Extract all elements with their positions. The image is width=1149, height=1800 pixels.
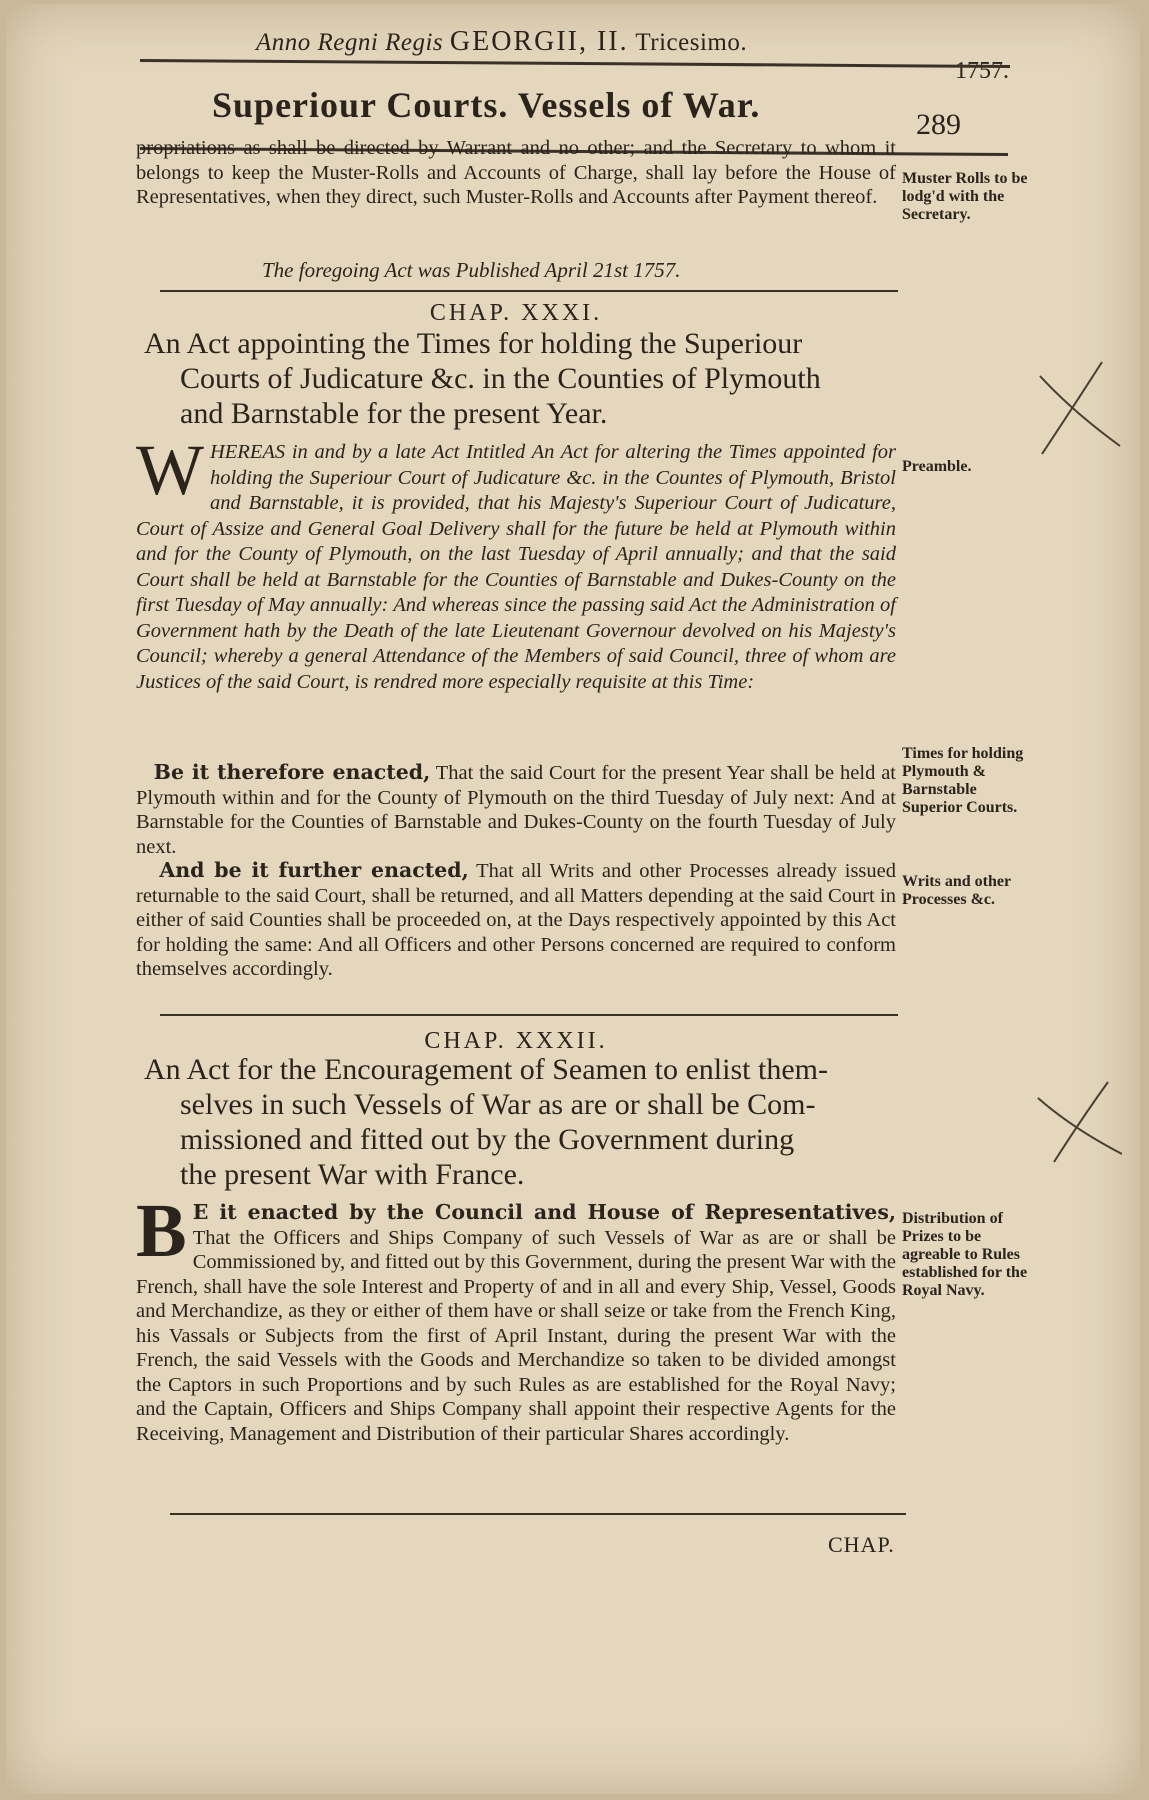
year: 1757. (955, 58, 1009, 84)
divider-rule (170, 1513, 906, 1515)
publication-note: The foregoing Act was Published April 21st 1757. (262, 258, 681, 282)
preamble-text: W HEREAS in and by a late Act Intitled An Act for altering the Times appointed for holding the Superiour Court of Judicature &c. in the Countes of Plymouth, Bristol and Barnstable, it is provided, that his Majesty's Superiour Court of Judicature, Court of Assize and General Goal Delivery shall for the future be held at Plymouth within and for the County of Plymouth, on the last Tuesday of April annually; and that the said Court shall be held at Barnstable for the Counties of Barnstable and Dukes-County on the first Tuesday of May annually: And whereas since the passing said Act the Administration of Government hath by the Death of the late Lieutenant Governour devolved on his Majesty's Council; whereby a general Attendance of the Members of said Council, three of whom are Justices of the said Court, is rendred more especially requisite at this Time: (136, 430, 896, 693)
chapter-number: CHAP. XXXI. (429, 300, 603, 326)
continuation-text: propriations as shall be directed by Warrant and no other; and the Secretary to whom it belongs to keep the Muster-Rolls and Accounts of Charge, shall lay before the House of Representatives, when they direct, such Muster-Rolls and Accounts after Payment thereof. (136, 137, 896, 208)
margin-note-preamble: Preamble. (902, 458, 972, 475)
margin-note-muster: Muster Rolls to be lodg'd with the Secretary. (902, 170, 1028, 223)
enacting-clause: Be it therefore enacted, That the said Court for the present Year shall be held at Plymouth within and for the County of Plymouth on the third Tuesday of July next: And at Barnstable for the Counties of Barnstable and Dukes-County on the fourth Tuesday of July next. (136, 760, 896, 858)
chapter-title: An Act for the Encouragement of Seamen to enlist them- selves in such Vessels of War as are or shall be Com- missioned and fitted out by the Government during the present War with France. (144, 1053, 828, 1191)
running-title: Anno Regni Regis GEORGII, II. Tricesimo. (256, 26, 748, 57)
handwritten-x-mark (1032, 356, 1122, 456)
enactment-text: B E it enacted by the Council and House of Representatives, That the Officers and Ships Company of such Vessels of War as are or shall be Commissioned by, and fitted out by this Government, during the present War with the French, shall have the sole Interest and Property of and in all and every Ship, Vessel, Goods and Merchandize, as they or either of them have or shall seize or take from the French King, his Vassals or Subjects from the first of April Instant, during the present War with the French, the said Vessels with the Goods and Merchandize so taken to be divided amongst the Captors in such Proportions and by such Rules as are established for the Royal Navy; and the Captain, Officers and Ships Company shall appoint their respective Agents for the Receiving, Management and Distribution of their particular Shares accordingly. (136, 1189, 896, 1445)
divider-rule (160, 1014, 898, 1016)
section-title: Superiour Courts. Vessels of War. (212, 85, 761, 125)
chapter-title: An Act appointing the Times for holding the Superiour Courts of Judicature &c. in the Counties of Plymouth and Barnstable for the present Year. (144, 327, 821, 430)
margin-note-times: Times for holding Plymouth & Barnstable Superior Courts. (902, 745, 1024, 816)
chapter-number: CHAP. XXXII. (424, 1028, 608, 1054)
handwritten-x-mark (1032, 1078, 1122, 1178)
page-number: 289 (916, 108, 961, 141)
drop-capital: B (136, 1189, 187, 1273)
margin-note-prizes: Distribution of Prizes to be agreable to Rules established for the Royal Navy. (902, 1210, 1028, 1299)
divider-rule (160, 290, 898, 292)
drop-capital: W (136, 430, 204, 510)
further-clause: And be it further enacted, That all Writs and other Processes already issued returnable to the said Court, shall be returned, and all Matters depending at the said Court in either of said Counties shall be proceeded on, at the Days respectively appointed by this Act for holding the same: And all Officers and other Persons concerned are required to conform themselves accordingly. (136, 858, 896, 980)
catchword: CHAP. (828, 1532, 895, 1557)
margin-note-writs: Writs and other Processes &c. (902, 873, 1011, 908)
